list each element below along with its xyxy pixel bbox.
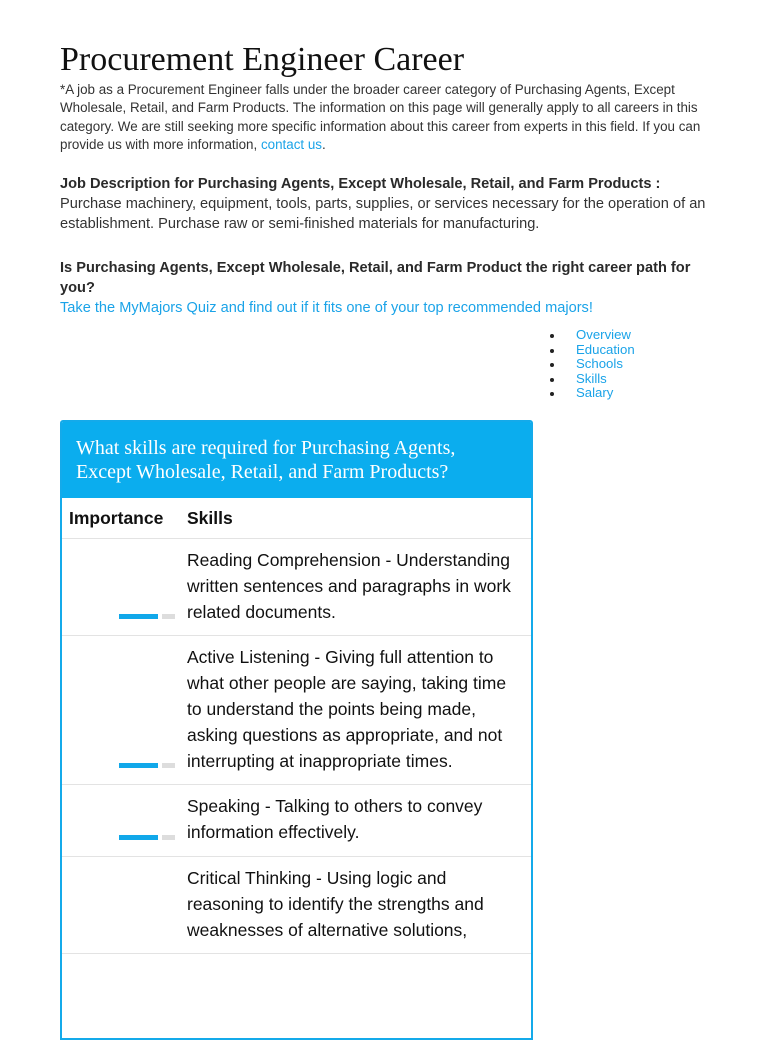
section-nav-link-overview[interactable]: Overview <box>576 327 631 342</box>
job-description <box>60 174 710 234</box>
contact-us-link[interactable]: contact us <box>260 136 322 152</box>
section-nav <box>550 328 635 401</box>
importance-column-header: Importance <box>62 498 187 539</box>
section-nav-item-overview <box>550 328 635 343</box>
career-path-question: Is Purchasing Agents, Except Wholesale, Retail, and Farm Product the right career path for you? <box>60 260 691 296</box>
skill-description: Speaking - Talking to others to convey information effectively. <box>187 785 531 857</box>
bullet-icon <box>550 392 554 396</box>
importance-cell <box>62 856 187 953</box>
importance-meter <box>119 614 175 619</box>
page-title: Procurement Engineer Career <box>60 41 465 78</box>
skill-row <box>62 785 531 857</box>
intro-end: . <box>322 136 326 152</box>
section-nav-link-salary[interactable]: Salary <box>576 385 614 401</box>
skill-description: Active Listening - Giving full attention to what other people are saying, taking time to understand the points being made, asking questions as appropriate, and not interrupting at inappropriate times. <box>187 636 531 785</box>
skills-card-title-line1: What skills are required for Purchasing Agents, <box>76 437 456 459</box>
section-nav-link-skills[interactable]: Skills <box>576 370 607 386</box>
section-nav-link-education[interactable]: Education <box>576 341 635 357</box>
skills-column-header: Skills <box>187 498 531 539</box>
intro-paragraph <box>60 81 710 154</box>
skill-row <box>62 539 531 636</box>
importance-meter-fill <box>119 763 158 768</box>
section-nav-item-education <box>550 343 635 358</box>
section-nav-item-skills <box>550 372 635 387</box>
skills-card-title-line2: Except Wholesale, Retail, and Farm Products? <box>76 461 449 483</box>
bullet-icon <box>550 378 554 382</box>
importance-cell <box>62 785 187 857</box>
bullet-icon <box>550 363 554 367</box>
skills-table-header-row <box>62 498 531 539</box>
skill-description: Reading Comprehension - Understanding written sentences and paragraphs in work related documents. <box>187 539 531 636</box>
skill-description: Critical Thinking - Using logic and reasoning to identify the strengths and weaknesses of alternative solutions, <box>187 856 531 953</box>
section-nav-item-salary <box>550 386 635 401</box>
section-nav-link-schools[interactable]: Schools <box>576 356 623 372</box>
job-description-heading: Job Description for Purchasing Agents, Except Wholesale, Retail, and Farm Products : <box>60 176 661 192</box>
importance-meter <box>119 763 175 768</box>
importance-meter-remainder <box>162 614 175 619</box>
importance-meter-remainder <box>162 763 175 768</box>
section-nav-item-schools <box>550 357 635 372</box>
importance-meter-fill <box>119 614 158 619</box>
skills-card-header <box>62 422 531 498</box>
mymajors-quiz-link[interactable]: Take the MyMajors Quiz and find out if it fits one of your top recommended majors! <box>60 300 593 316</box>
skills-card <box>60 420 533 1040</box>
intro-text: *A job as a Procurement Engineer falls under the broader career category of Purchasing Agents, Except Wholesale, Retail, and Farm Products. The information on this page will generally apply to all careers in this category. We are still seeking more specific information about this career from experts in this field. If you can provide us with more information, <box>60 82 701 152</box>
bullet-icon <box>550 334 554 338</box>
bullet-icon <box>550 349 554 353</box>
importance-meter <box>119 835 175 840</box>
importance-meter-remainder <box>162 835 175 840</box>
job-description-text: Purchase machinery, equipment, tools, parts, supplies, or services necessary for the operation of an establishment. Purchase raw or semi-finished materials for manufacturing. <box>60 196 706 232</box>
skill-row <box>62 856 531 953</box>
importance-meter-fill <box>119 835 158 840</box>
skill-row <box>62 636 531 785</box>
importance-cell <box>62 636 187 785</box>
importance-cell <box>62 539 187 636</box>
skills-table <box>62 498 531 954</box>
